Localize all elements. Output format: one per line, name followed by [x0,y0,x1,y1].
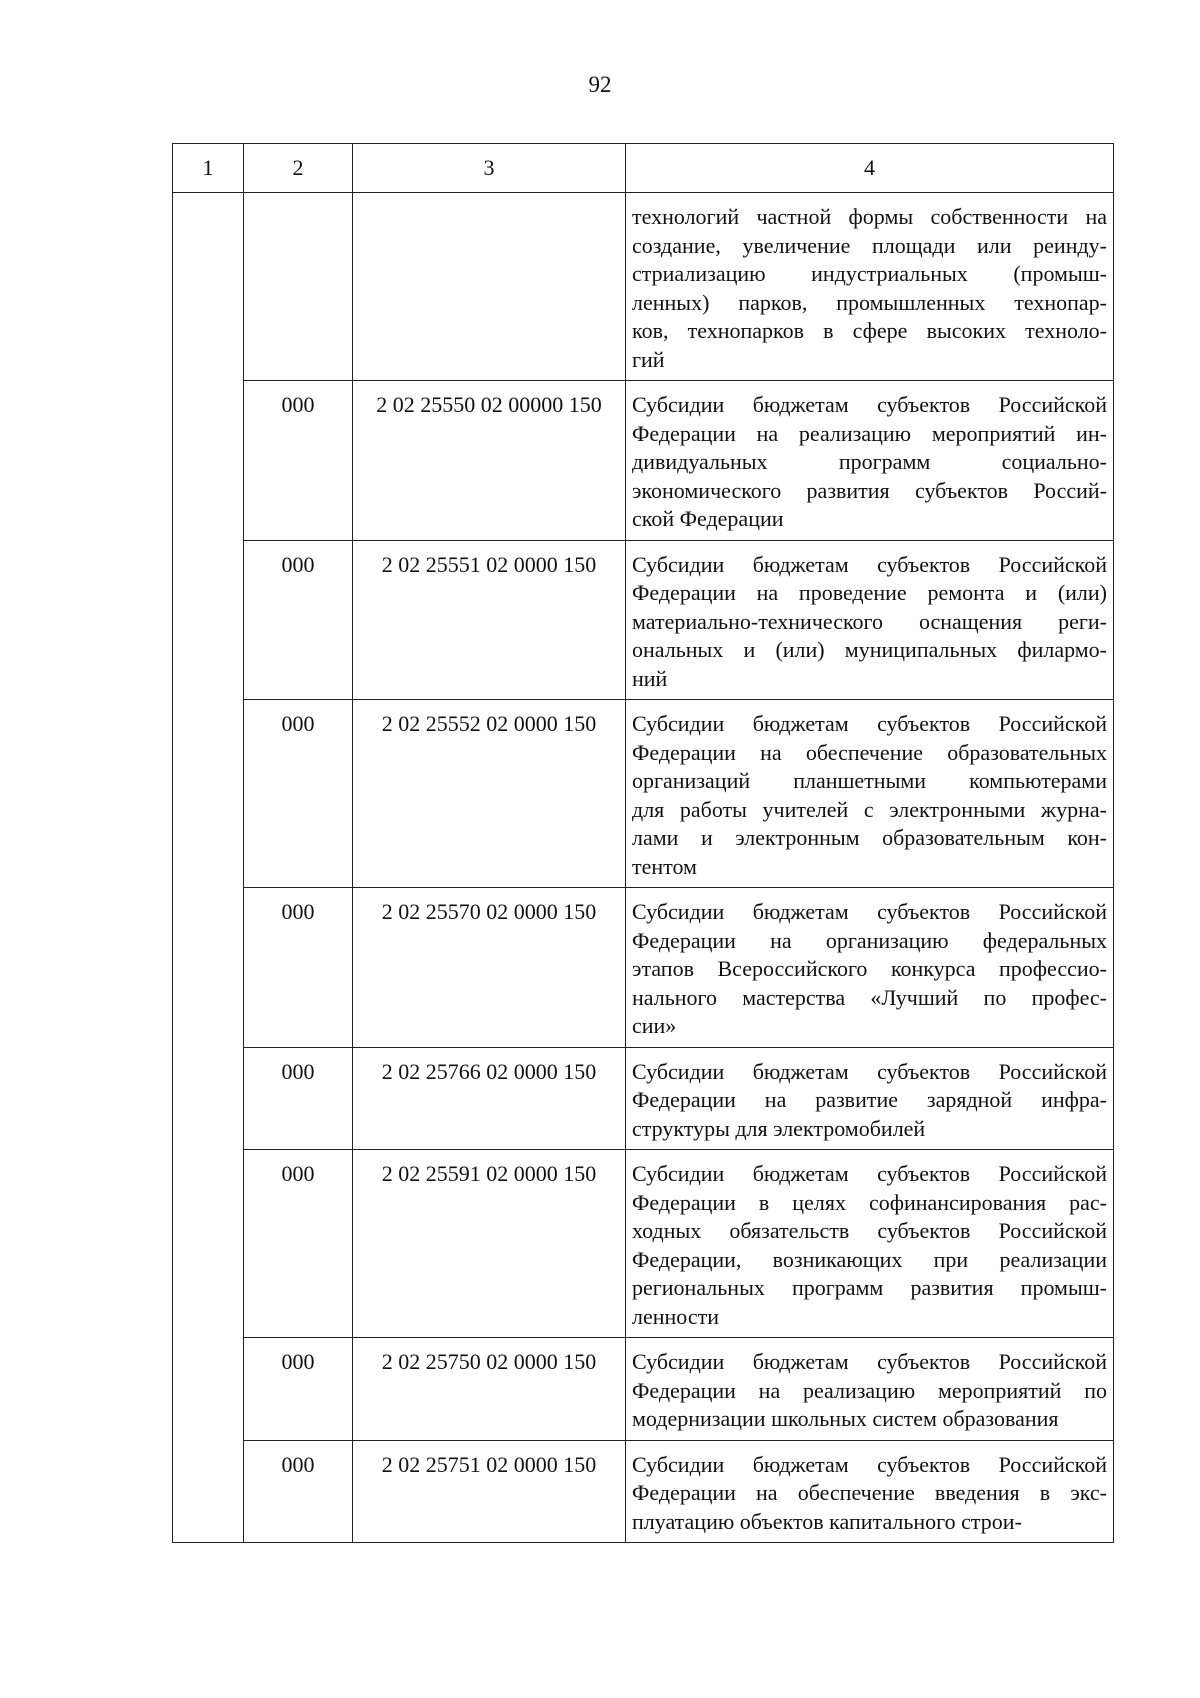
table-row [173,381,1114,541]
description-line: Субсидии бюджетам субъектов Российской [632,711,1107,736]
description-line: Субсидии бюджетам субъектов Российской [632,392,1107,417]
description-line: гий [632,346,665,372]
cell-budget-code [353,193,626,381]
cell-budget-code: 2 02 25551 02 0000 150 [353,540,626,700]
table-row [173,540,1114,700]
cell-admin-code: 000 [244,1047,353,1150]
description-line: этапов Всероссийского конкурса профессио- [632,956,1107,981]
description-line: тентом [632,853,697,879]
description-line: лами и электронным образовательным кон- [632,825,1107,850]
description-line: экономического развития субъектов Россий- [632,477,1107,503]
header-col-3: 3 [353,144,626,193]
description-line: дивидуальных программ социально- [632,449,1107,474]
page-number: 92 [588,72,612,97]
cell-col-1 [173,1440,244,1543]
table-row [173,888,1114,1048]
cell-col-1 [173,540,244,700]
description-line: ленных) парков, промышленных технопар- [632,289,1107,315]
cell-budget-code: 2 02 25552 02 0000 150 [353,700,626,888]
description-line: нального мастерства «Лучший по профес- [632,984,1107,1010]
description-line: региональных программ развития промыш- [632,1275,1107,1300]
cell-budget-code: 2 02 25750 02 0000 150 [353,1338,626,1441]
table-row [173,193,1114,381]
description-line: плуатацию объектов капитального строи- [632,1508,1022,1534]
description-line: материально-технического оснащения реги- [632,608,1107,634]
header-col-2: 2 [244,144,353,193]
table-row [173,700,1114,888]
description-line: стриализацию индустриальных (промыш- [632,261,1107,286]
cell-admin-code: 000 [244,1150,353,1338]
cell-budget-code: 2 02 25751 02 0000 150 [353,1440,626,1543]
description-line: ходных обязательств субъектов Российской [632,1218,1107,1243]
cell-description [626,193,1114,381]
cell-col-1 [173,1150,244,1338]
table-row [173,1440,1114,1543]
cell-description [626,540,1114,700]
cell-admin-code: 000 [244,888,353,1048]
description-line: Федерации на обеспечение введения в экс- [632,1480,1107,1505]
description-line: Федерации на реализацию мероприятий по [632,1377,1107,1403]
cell-description [626,1150,1114,1338]
description-line: структуры для электромобилей [632,1115,926,1141]
cell-admin-code: 000 [244,1338,353,1441]
description-line: организаций планшетными компьютерами [632,768,1107,793]
cell-col-1 [173,1338,244,1441]
header-col-1: 1 [173,144,244,193]
cell-description [626,888,1114,1048]
cell-budget-code: 2 02 25570 02 0000 150 [353,888,626,1048]
description-line: ний [632,665,668,691]
description-line: Субсидии бюджетам субъектов Российской [632,899,1107,924]
description-line: Федерации, возникающих при реализации [632,1246,1107,1272]
description-line: Субсидии бюджетам субъектов Российской [632,1349,1107,1374]
description-line: модернизации школьных систем образования [632,1406,1059,1431]
description-line: для работы учителей с электронными журна- [632,796,1107,822]
description-line: ленности [632,1303,719,1329]
description-line: Федерации на развитие зарядной инфра- [632,1087,1107,1112]
cell-col-1 [173,381,244,541]
description-line: создание, увеличение площади или реинду- [632,232,1107,258]
cell-description [626,1047,1114,1150]
cell-col-1 [173,1047,244,1150]
cell-description [626,700,1114,888]
table-row [173,1150,1114,1338]
header-col-4: 4 [626,144,1114,193]
cell-admin-code: 000 [244,1440,353,1543]
table-row [173,1338,1114,1441]
description-line: Федерации на обеспечение образовательных [632,739,1107,765]
description-line: ков, технопарков в сфере высоких техноло- [632,318,1107,343]
budget-classification-table [172,143,1114,1543]
cell-admin-code [244,193,353,381]
cell-budget-code: 2 02 25591 02 0000 150 [353,1150,626,1338]
cell-description [626,381,1114,541]
description-line: Федерации на реализацию мероприятий ин- [632,420,1107,446]
cell-admin-code: 000 [244,540,353,700]
description-line: Субсидии бюджетам субъектов Российской [632,1058,1107,1084]
description-line: Субсидии бюджетам субъектов Российской [632,1161,1107,1186]
cell-col-1 [173,193,244,381]
description-line: Федерации в целях софинансирования рас- [632,1189,1107,1215]
table-row [173,1047,1114,1150]
description-line: сии» [632,1013,677,1038]
cell-description [626,1440,1114,1543]
description-line: Субсидии бюджетам субъектов Российской [632,551,1107,577]
cell-col-1 [173,700,244,888]
description-line: Субсидии бюджетам субъектов Российской [632,1451,1107,1477]
cell-budget-code: 2 02 25550 02 00000 150 [353,381,626,541]
cell-col-1 [173,888,244,1048]
cell-admin-code: 000 [244,381,353,541]
table-body [173,193,1114,1543]
description-line: Федерации на организацию федеральных [632,927,1107,953]
description-line: ональных и (или) муниципальных филармо- [632,637,1107,662]
description-line: ской Федерации [632,506,784,531]
cell-description [626,1338,1114,1441]
description-line: технологий частной формы собственности на [632,204,1107,229]
cell-admin-code: 000 [244,700,353,888]
description-line: Федерации на проведение ремонта и (или) [632,580,1107,605]
cell-budget-code: 2 02 25766 02 0000 150 [353,1047,626,1150]
table-header-row [173,144,1114,193]
